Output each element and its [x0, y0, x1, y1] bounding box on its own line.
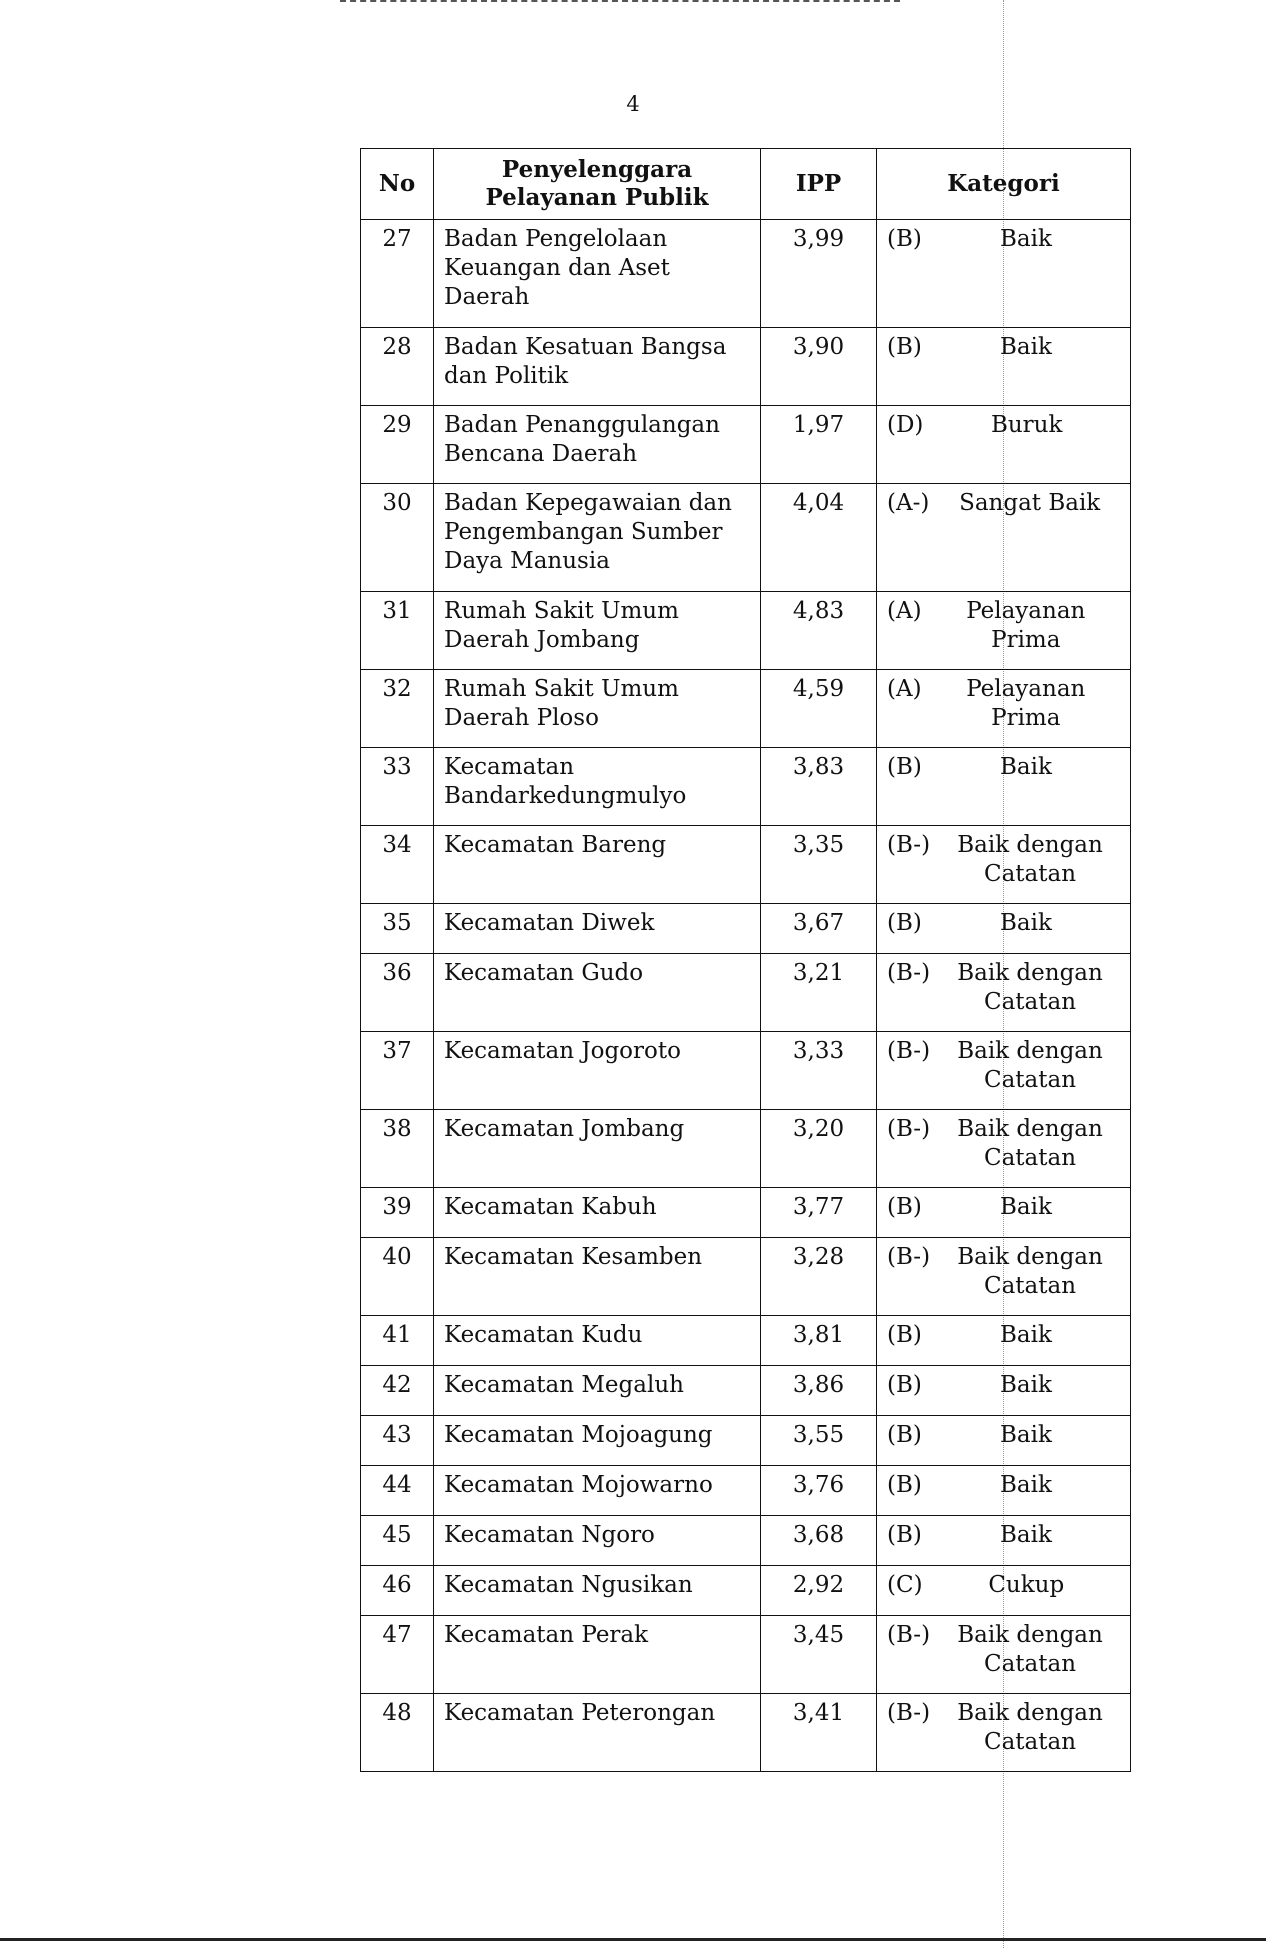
category-code: (B-)	[887, 832, 931, 858]
row-number: 33	[361, 748, 434, 826]
table-row	[361, 954, 1131, 1032]
service-provider-name: Kecamatan Bandarkedungmulyo	[434, 748, 761, 826]
table-row	[361, 904, 1131, 954]
row-number: 32	[361, 670, 434, 748]
category-cell	[877, 328, 1131, 406]
category-code: (B)	[887, 1522, 922, 1548]
row-number: 38	[361, 1110, 434, 1188]
category-code: (B)	[887, 754, 922, 780]
category-code: (B-)	[887, 1038, 931, 1064]
category-label: Baik	[999, 910, 1052, 936]
category-code: (A)	[887, 598, 922, 624]
table-row	[361, 1616, 1131, 1694]
category-cell	[877, 1616, 1131, 1694]
category-code: (B-)	[887, 1700, 931, 1726]
table-row	[361, 1516, 1131, 1566]
header-no: No	[361, 149, 434, 220]
category-cell	[877, 1188, 1131, 1238]
table-row	[361, 1366, 1131, 1416]
table-header-row	[361, 149, 1131, 220]
category-cell	[877, 484, 1131, 592]
category-label: Baik dengan Catatan	[957, 1700, 1103, 1755]
category-label: Pelayanan Prima	[966, 676, 1086, 731]
service-provider-name: Kecamatan Ngoro	[434, 1516, 761, 1566]
category-label: Buruk	[990, 412, 1063, 438]
category-code: (C)	[887, 1572, 923, 1598]
row-number: 35	[361, 904, 434, 954]
category-label: Pelayanan Prima	[966, 598, 1086, 653]
category-label: Baik	[999, 754, 1052, 780]
category-code: (A-)	[887, 490, 930, 516]
table-row	[361, 1466, 1131, 1516]
table-row	[361, 328, 1131, 406]
service-provider-name: Kecamatan Ngusikan	[434, 1566, 761, 1616]
table-row	[361, 1188, 1131, 1238]
category-cell	[877, 1416, 1131, 1466]
category-cell	[877, 670, 1131, 748]
table-row	[361, 484, 1131, 592]
table-row	[361, 670, 1131, 748]
category-code: (B)	[887, 1422, 922, 1448]
ipp-score: 3,81	[761, 1316, 877, 1366]
category-cell	[877, 748, 1131, 826]
category-code: (B)	[887, 910, 922, 936]
table-row	[361, 826, 1131, 904]
ipp-score: 3,20	[761, 1110, 877, 1188]
service-provider-name: Badan Kesatuan Bangsa dan Politik	[434, 328, 761, 406]
category-cell	[877, 1566, 1131, 1616]
service-provider-name: Kecamatan Megaluh	[434, 1366, 761, 1416]
ipp-score: 3,45	[761, 1616, 877, 1694]
ipp-score: 2,92	[761, 1566, 877, 1616]
row-number: 40	[361, 1238, 434, 1316]
service-provider-name: Kecamatan Mojoagung	[434, 1416, 761, 1466]
category-label: Baik dengan Catatan	[957, 1622, 1103, 1677]
service-provider-name: Kecamatan Bareng	[434, 826, 761, 904]
row-number: 44	[361, 1466, 434, 1516]
category-code: (B)	[887, 1372, 922, 1398]
ipp-score: 3,99	[761, 220, 877, 328]
category-label: Baik dengan Catatan	[957, 832, 1103, 887]
table-body	[361, 220, 1131, 1772]
category-cell	[877, 826, 1131, 904]
row-number: 45	[361, 1516, 434, 1566]
table-row	[361, 748, 1131, 826]
category-code: (B-)	[887, 1116, 931, 1142]
ipp-score: 3,68	[761, 1516, 877, 1566]
category-label: Baik	[999, 1422, 1052, 1448]
ipp-score: 3,77	[761, 1188, 877, 1238]
row-number: 39	[361, 1188, 434, 1238]
table-row	[361, 1032, 1131, 1110]
service-provider-name: Kecamatan Kesamben	[434, 1238, 761, 1316]
category-label: Baik	[999, 1372, 1052, 1398]
category-label: Baik	[999, 1522, 1052, 1548]
row-number: 48	[361, 1694, 434, 1772]
header-name: Penyelenggara Pelayanan Publik	[434, 149, 761, 220]
category-cell	[877, 1366, 1131, 1416]
ipp-score: 4,59	[761, 670, 877, 748]
category-cell	[877, 1110, 1131, 1188]
table-row	[361, 1694, 1131, 1772]
category-cell	[877, 1466, 1131, 1516]
service-provider-name: Kecamatan Jogoroto	[434, 1032, 761, 1110]
row-number: 37	[361, 1032, 434, 1110]
ipp-score: 3,28	[761, 1238, 877, 1316]
category-code: (D)	[887, 412, 924, 438]
category-cell	[877, 1238, 1131, 1316]
category-label: Baik	[999, 1322, 1052, 1348]
table-row	[361, 220, 1131, 328]
category-cell	[877, 1694, 1131, 1772]
service-provider-name: Badan Pengelolaan Keuangan dan Aset Daerah	[434, 220, 761, 328]
row-number: 30	[361, 484, 434, 592]
service-provider-name: Kecamatan Diwek	[434, 904, 761, 954]
category-label: Baik dengan Catatan	[957, 1038, 1103, 1093]
category-code: (B)	[887, 1194, 922, 1220]
row-number: 42	[361, 1366, 434, 1416]
category-cell	[877, 1032, 1131, 1110]
row-number: 47	[361, 1616, 434, 1694]
category-code: (A)	[887, 676, 922, 702]
service-index-table	[360, 148, 1131, 1772]
page-number: 4	[626, 92, 640, 116]
row-number: 31	[361, 592, 434, 670]
header-kategori: Kategori	[877, 149, 1131, 220]
ipp-score: 3,83	[761, 748, 877, 826]
service-provider-name: Badan Kepegawaian dan Pengembangan Sumber Daya Manusia	[434, 484, 761, 592]
row-number: 34	[361, 826, 434, 904]
table-row	[361, 1316, 1131, 1366]
category-code: (B)	[887, 1322, 922, 1348]
ipp-score: 1,97	[761, 406, 877, 484]
service-provider-name: Kecamatan Mojowarno	[434, 1466, 761, 1516]
service-provider-name: Rumah Sakit Umum Daerah Jombang	[434, 592, 761, 670]
category-code: (B)	[887, 334, 922, 360]
category-code: (B)	[887, 226, 922, 252]
ipp-score: 3,33	[761, 1032, 877, 1110]
table-row	[361, 1110, 1131, 1188]
table-row	[361, 1416, 1131, 1466]
service-provider-name: Rumah Sakit Umum Daerah Ploso	[434, 670, 761, 748]
row-number: 46	[361, 1566, 434, 1616]
table-row	[361, 406, 1131, 484]
category-label: Baik	[999, 334, 1052, 360]
ipp-score: 3,67	[761, 904, 877, 954]
category-code: (B-)	[887, 1622, 931, 1648]
row-number: 27	[361, 220, 434, 328]
row-number: 36	[361, 954, 434, 1032]
category-code: (B-)	[887, 960, 931, 986]
category-cell	[877, 1316, 1131, 1366]
service-provider-name: Kecamatan Peterongan	[434, 1694, 761, 1772]
category-label: Baik dengan Catatan	[957, 960, 1103, 1015]
row-number: 41	[361, 1316, 434, 1366]
category-cell	[877, 954, 1131, 1032]
ipp-score: 3,86	[761, 1366, 877, 1416]
category-cell	[877, 406, 1131, 484]
category-label: Baik	[999, 1194, 1052, 1220]
ipp-score: 4,04	[761, 484, 877, 592]
row-number: 29	[361, 406, 434, 484]
category-label: Sangat Baik	[959, 490, 1101, 516]
service-provider-name: Kecamatan Kabuh	[434, 1188, 761, 1238]
service-provider-name: Badan Penanggulangan Bencana Daerah	[434, 406, 761, 484]
ipp-score: 3,21	[761, 954, 877, 1032]
service-provider-name: Kecamatan Kudu	[434, 1316, 761, 1366]
ipp-score: 3,76	[761, 1466, 877, 1516]
table-row	[361, 1238, 1131, 1316]
category-label: Baik dengan Catatan	[957, 1116, 1103, 1171]
category-label: Baik	[999, 1472, 1052, 1498]
category-label: Baik dengan Catatan	[957, 1244, 1103, 1299]
category-cell	[877, 904, 1131, 954]
header-ipp: IPP	[761, 149, 877, 220]
ipp-score: 3,55	[761, 1416, 877, 1466]
ipp-score: 3,35	[761, 826, 877, 904]
category-cell	[877, 220, 1131, 328]
category-cell	[877, 1516, 1131, 1566]
table-row	[361, 592, 1131, 670]
category-label: Baik	[999, 226, 1052, 252]
ipp-score: 3,41	[761, 1694, 877, 1772]
service-provider-name: Kecamatan Perak	[434, 1616, 761, 1694]
ipp-score: 4,83	[761, 592, 877, 670]
service-provider-name: Kecamatan Gudo	[434, 954, 761, 1032]
row-number: 28	[361, 328, 434, 406]
category-label: Cukup	[988, 1572, 1065, 1598]
scan-artifact-bottom-edge	[0, 1938, 1266, 1941]
scan-artifact-top	[340, 0, 900, 5]
table-row	[361, 1566, 1131, 1616]
category-cell	[877, 592, 1131, 670]
category-code: (B)	[887, 1472, 922, 1498]
service-provider-name: Kecamatan Jombang	[434, 1110, 761, 1188]
ipp-score: 3,90	[761, 328, 877, 406]
row-number: 43	[361, 1416, 434, 1466]
category-code: (B-)	[887, 1244, 931, 1270]
